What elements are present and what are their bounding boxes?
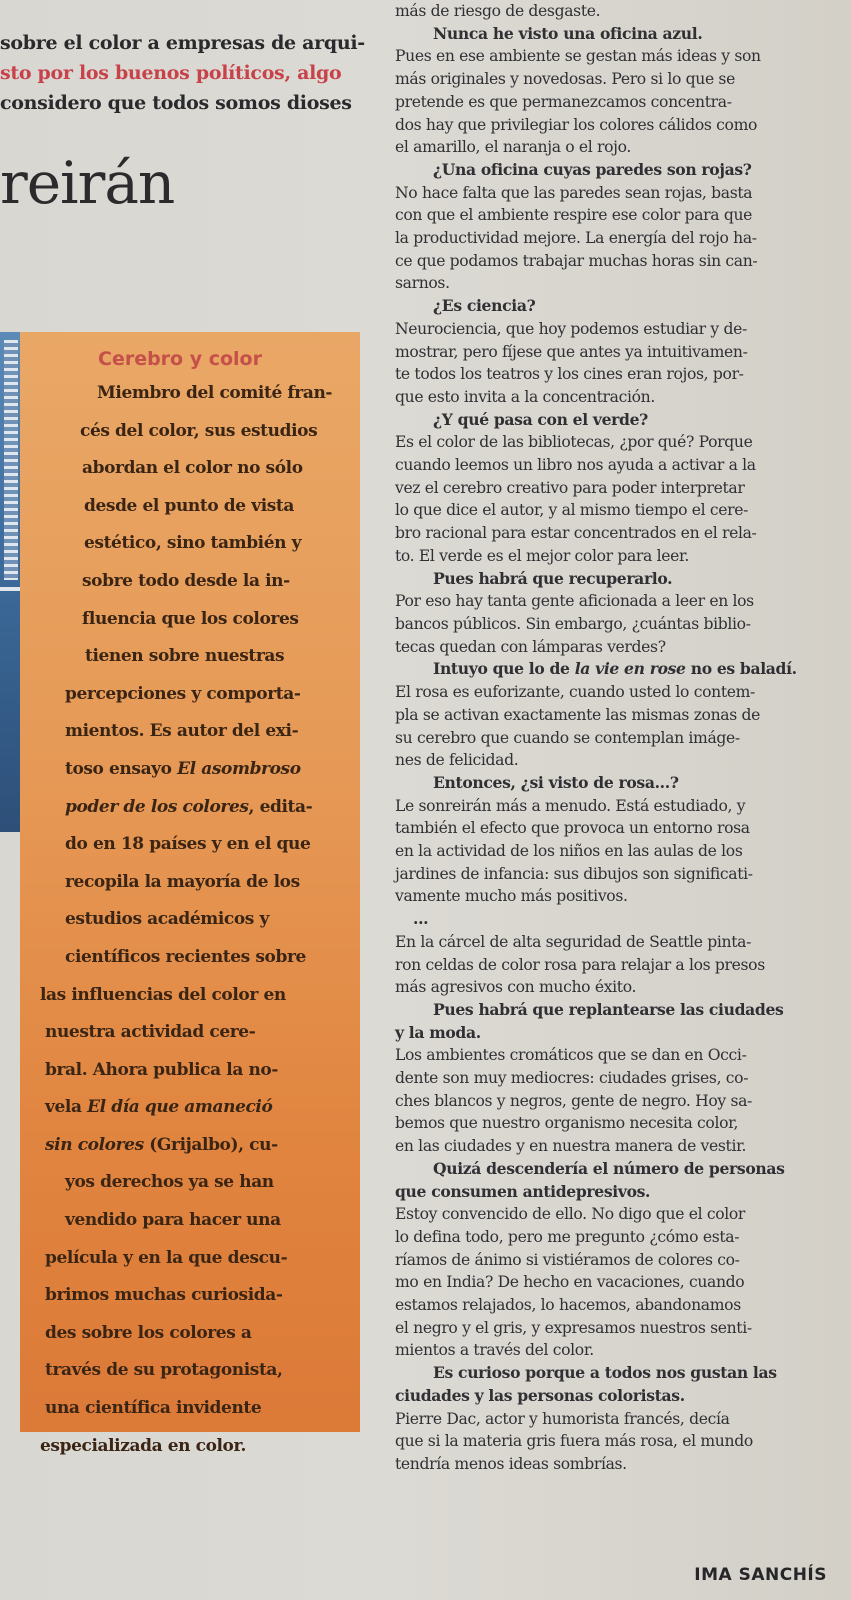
article-line: pretende es que permanezcamos concentra- [395, 92, 732, 111]
article-line: bancos públicos. Sin embargo, ¿cuántas biblio- [395, 614, 751, 633]
article-line: que si la materia gris fuera más rosa, el mundo [395, 1432, 753, 1451]
article-line: Los ambientes cromáticos que se dan en Occi- [395, 1046, 747, 1065]
sidebar-line: tienen sobre nuestras [85, 646, 285, 667]
sidebar-line: una científica invidente [45, 1398, 262, 1419]
sidebar-line: estético, sino también y [84, 533, 302, 554]
window-frame-image [0, 587, 20, 591]
interview-question: ciudades y las personas coloristas. [395, 1385, 685, 1405]
sidebar-line: Miembro del comité fran- [97, 383, 333, 403]
article-line: mientos a través del color. [395, 1341, 594, 1360]
window-blinds-image [4, 340, 18, 580]
sidebar-body [40, 375, 350, 1465]
article-line: bro racional para estar concentrados en el rela- [395, 524, 757, 543]
interview-question: Nunca he visto una oficina azul. [433, 23, 703, 43]
article-line: vez el cerebro creativo para poder interpretar [395, 478, 745, 497]
article-line: en las ciudades y en nuestra manera de vestir. [395, 1137, 747, 1156]
sidebar-line: yos derechos ya se han [65, 1172, 274, 1193]
article-line: el amarillo, el naranja o el rojo. [395, 138, 632, 157]
article-line: vamente mucho más positivos. [395, 887, 628, 906]
interview-question: Quizá descendería el número de personas [433, 1158, 785, 1178]
interview-question: Entonces, ¿si visto de rosa...? [433, 772, 679, 792]
article-line: Estoy convencido de ello. No digo que el color [395, 1205, 746, 1224]
article-line: ron celdas de color rosa para relajar a los presos [395, 955, 765, 974]
sidebar-line [40, 1127, 350, 1165]
article-line: Pues en ese ambiente se gestan más ideas y son [395, 47, 761, 66]
sidebar-line: estudios académicos y [65, 909, 269, 930]
article-line: también el efecto que provoca un entorno rosa [395, 819, 750, 838]
interview-question: ¿Una oficina cuyas paredes son rojas? [433, 159, 752, 179]
article-line: dente son muy mediocres: ciudades grises, co- [395, 1069, 749, 1088]
sidebar-line: película y en la que descu- [45, 1247, 288, 1268]
article-line: mo en India? De hecho en vacaciones, cuando [395, 1273, 745, 1292]
sidebar-line: través de su protagonista, [45, 1360, 283, 1381]
sidebar-text: (Grijalbo), cu- [143, 1134, 278, 1155]
novel-title: sin colores [45, 1134, 144, 1155]
pull-quote-line-1: sobre el color a empresas de arqui- [0, 32, 365, 54]
interview-question: ¿Y qué pasa con el verde? [433, 409, 648, 429]
article-line: pla se activan exactamente las mismas zonas de [395, 705, 761, 724]
article-line: to. El verde es el mejor color para leer. [395, 546, 689, 565]
pull-quote-line-2: sto por los buenos políticos, algo [0, 62, 342, 84]
headline-fragment: reirán [0, 149, 175, 217]
article-line: jardines de infancia: sus dibujos son significati- [395, 864, 753, 883]
interview-question: que consumen antidepresivos. [395, 1181, 651, 1201]
article-line: en la actividad de los niños en las aulas de los [395, 842, 743, 861]
sidebar-line: des sobre los colores a [45, 1322, 252, 1343]
article-line: sarnos. [395, 274, 450, 293]
article-line: tendría menos ideas sombrías. [395, 1455, 627, 1473]
article-line: el negro y el gris, y expresamos nuestros senti- [395, 1318, 752, 1337]
article-line: ríamos de ánimo si vistiéramos de colores co- [395, 1250, 740, 1269]
interview-question: ... [413, 909, 429, 929]
article-line: con que el ambiente respire ese color para que [395, 206, 753, 225]
interview-question [395, 658, 815, 681]
photo-strip [0, 332, 20, 832]
sidebar-line: percepciones y comporta- [65, 683, 301, 704]
article-line: lo defina todo, pero me pregunto ¿cómo esta- [395, 1227, 740, 1246]
sidebar-line: fluencia que los colores [82, 608, 299, 629]
pull-quote-line-3: considero que todos somos dioses [0, 92, 352, 114]
interview-question: Pues habrá que recuperarlo. [433, 568, 673, 588]
byline: IMA SANCHÍS [694, 1565, 827, 1585]
sidebar-line: las influencias del color en [40, 984, 286, 1005]
article-line: más de riesgo de desgaste. [395, 2, 601, 20]
article-line: te todos los teatros y los cines eran rojos, por- [395, 365, 744, 384]
article-line: nes de felicidad. [395, 751, 519, 770]
sidebar-line: cés del color, sus estudios [80, 420, 318, 441]
question-text: no es baladí. [685, 659, 797, 679]
sidebar-line [40, 789, 350, 827]
question-text: Intuyo que lo de [433, 659, 575, 679]
article-line: No hace falta que las paredes sean rojas, basta [395, 183, 753, 202]
article-line: Le sonreirán más a menudo. Está estudiado, y [395, 796, 746, 815]
sidebar-line: especializada en color. [40, 1435, 247, 1456]
sidebar-line: do en 18 países y en el que [65, 834, 311, 855]
interview-question: ¿Es ciencia? [433, 296, 536, 316]
article-line: cuando leemos un libro nos ayuda a activar a la [395, 456, 756, 475]
article-line: su cerebro que cuando se contemplan imáge- [395, 728, 740, 747]
interview-question: Es curioso porque a todos nos gustan las [433, 1363, 777, 1383]
sidebar-line: desde el punto de vista [84, 495, 294, 516]
article-line: ches blancos y negros, gente de negro. Hoy sa- [395, 1091, 752, 1110]
article-line: Es el color de las bibliotecas, ¿por qué? Porque [395, 433, 753, 452]
sidebar-line: recopila la mayoría de los [65, 871, 300, 892]
sidebar-line: científicos recientes sobre [65, 946, 306, 967]
pull-quote [0, 28, 390, 118]
article-line: dos hay que privilegiar los colores cálidos como [395, 115, 758, 134]
sidebar-text: vela [45, 1097, 88, 1118]
article-line: Por eso hay tanta gente aficionada a leer en los [395, 592, 754, 611]
interview-question: Pues habrá que replantearse las ciudades [433, 999, 784, 1019]
book-title: El asombroso [177, 758, 301, 779]
sidebar-line [40, 751, 350, 789]
sidebar-text: toso ensayo [65, 758, 178, 779]
article-line: más agresivos con mucho éxito. [395, 978, 637, 997]
article-line: mostrar, pero fíjese que antes ya intuitivamen- [395, 342, 748, 361]
sidebar-title: Cerebro y color [98, 348, 262, 370]
sidebar-line: vendido para hacer una [65, 1210, 281, 1231]
article-line: En la cárcel de alta seguridad de Seattle pinta- [395, 932, 752, 951]
article-line: más originales y novedosas. Pero si lo que se [395, 70, 735, 89]
sidebar-text: , edita- [248, 796, 313, 817]
sidebar-line: mientos. Es autor del exi- [65, 721, 299, 742]
article-line: que esto invita a la concentración. [395, 387, 655, 406]
article-column [395, 0, 815, 1476]
sidebar-line: nuestra actividad cere- [45, 1022, 256, 1043]
article-line: estamos relajados, lo hacemos, abandonamos [395, 1296, 741, 1315]
article-line: la productividad mejore. La energía del rojo ha- [395, 229, 757, 248]
sidebar-line: brimos muchas curiosida- [45, 1285, 283, 1306]
article-line: ce que podamos trabajar muchas horas sin can- [395, 251, 758, 270]
article-line: bemos que nuestro organismo necesita color, [395, 1114, 739, 1133]
article-line: El rosa es euforizante, cuando usted lo contem- [395, 683, 755, 702]
sidebar-line: bral. Ahora publica la no- [45, 1059, 279, 1080]
sidebar-line [40, 1089, 350, 1127]
interview-question: y la moda. [395, 1022, 481, 1042]
sidebar-line: sobre todo desde la in- [82, 570, 290, 591]
book-title: poder de los colores [65, 796, 249, 817]
article-line: Neurociencia, que hoy podemos estudiar y de- [395, 319, 747, 338]
article-line: tecas quedan con lámparas verdes? [395, 637, 666, 656]
sidebar-line: abordan el color no sólo [82, 458, 303, 479]
song-title: la vie en rose [574, 659, 686, 679]
article-line: lo que dice el autor, y al mismo tiempo el cere- [395, 501, 749, 520]
novel-title: El día que amaneció [87, 1097, 273, 1118]
article-line: Pierre Dac, actor y humorista francés, decía [395, 1409, 730, 1428]
